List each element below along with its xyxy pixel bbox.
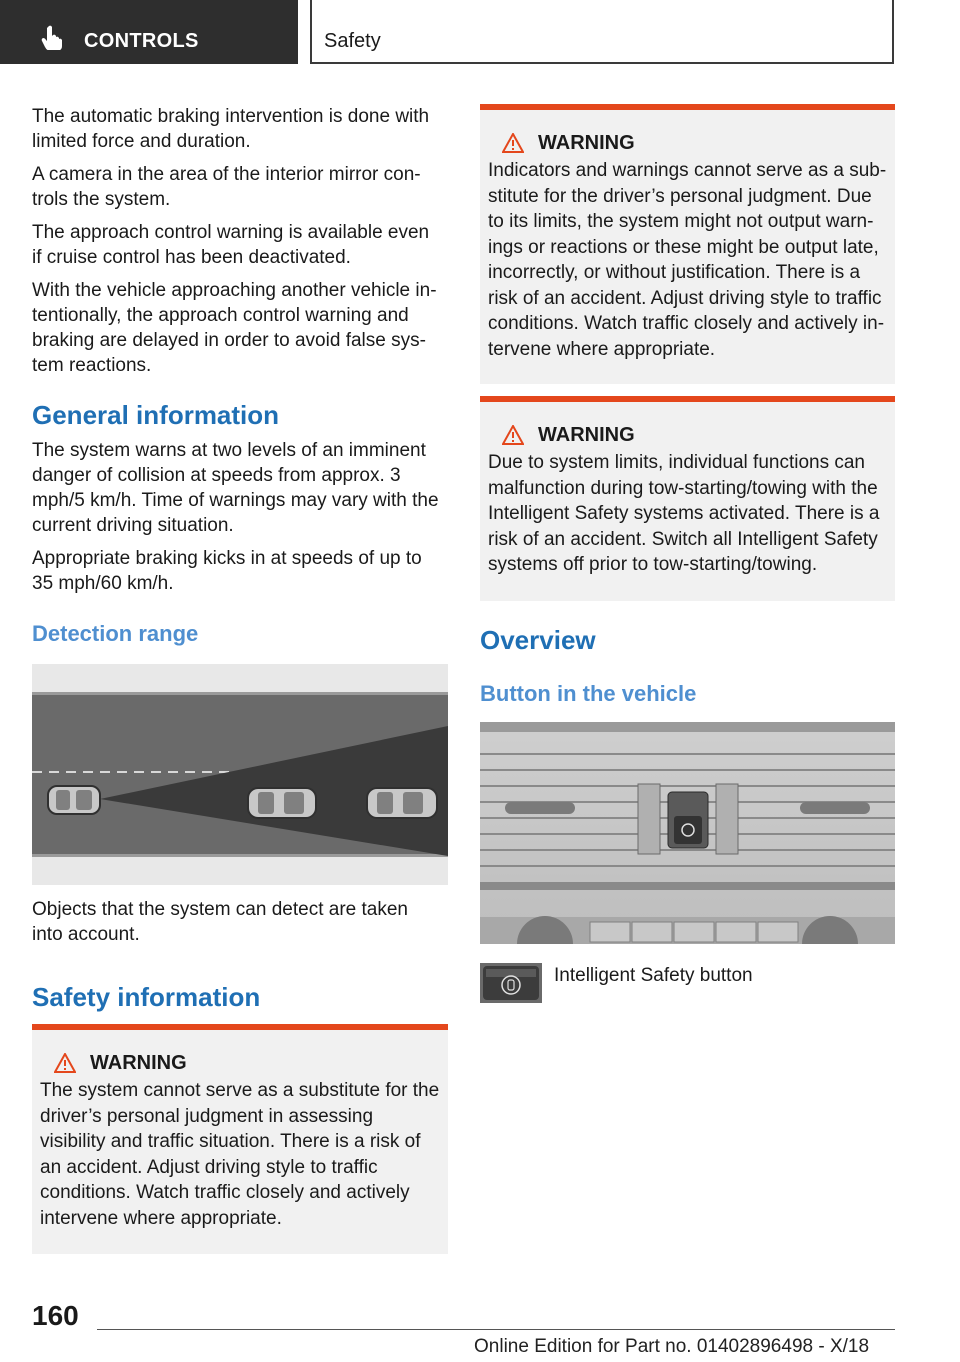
warning-text: Due to system limits, individual functions can malfunction during tow-starting/towing with the Intelligent Safety systems activated. There is a risk of an accident. Switch all Intelligent Safety systems off prior to tow-starting/towing. bbox=[488, 452, 880, 575]
own-vehicle-icon bbox=[48, 786, 100, 814]
detection-range-caption-block bbox=[32, 897, 442, 947]
intro-text-block bbox=[32, 104, 442, 378]
warning-label: WARNING bbox=[90, 1051, 187, 1074]
hand-pointer-icon bbox=[40, 24, 66, 50]
intelligent-safety-button-icon bbox=[480, 963, 542, 1003]
footer-divider bbox=[97, 1329, 895, 1330]
paragraph: The approach control warning is available even if cruise control has been deactivated. bbox=[32, 222, 430, 268]
section-heading: General information bbox=[32, 400, 280, 430]
vehicle-ahead-icon bbox=[248, 788, 316, 818]
subsection-heading: Button in the vehicle bbox=[480, 681, 697, 706]
warning-box bbox=[32, 1024, 448, 1254]
figure-caption: Objects that the system can detect are taken into account. bbox=[32, 899, 408, 945]
warning-label: WARNING bbox=[538, 423, 635, 446]
edition-note: Online Edition for Part no. 01402896498 - X/18 bbox=[474, 1336, 870, 1357]
warning-triangle-icon bbox=[54, 1053, 76, 1073]
paragraph: The automatic braking intervention is done with limited force and duration. bbox=[32, 106, 430, 152]
paragraph: Appropriate braking kicks in at speeds of up to 35 mph/60 km/h. bbox=[32, 548, 422, 594]
general-information-text bbox=[32, 438, 442, 596]
paragraph: The system warns at two levels of an imminent danger of collision at speeds from approx. 3 mph/5 km/h. Time of warnings may vary with the current driving situation. bbox=[32, 440, 439, 536]
section-heading: Overview bbox=[480, 625, 596, 655]
warning-text: The system cannot serve as a substitute for the driver’s personal judgment in assessing visibility and traffic situation. There is a risk of an accident. Adjust driving style to traffic conditions. Watch traffic closely and actively intervene where appropriate. bbox=[40, 1080, 440, 1229]
paragraph: With the vehicle approaching another vehicle intentionally, the approach control warning and braking are delayed in order to avoid false system reactions. bbox=[32, 280, 437, 376]
paragraph: A camera in the area of the interior mirror controls the system. bbox=[32, 164, 421, 210]
subsection-heading: Detection range bbox=[32, 621, 199, 646]
button-caption: Intelligent Safety button bbox=[554, 965, 753, 986]
dashboard-button-photo bbox=[480, 722, 895, 944]
warning-box bbox=[480, 104, 895, 384]
header-chapter-box bbox=[310, 0, 894, 64]
section-heading: Safety information bbox=[32, 982, 261, 1012]
header-section-title: CONTROLS bbox=[84, 30, 199, 52]
warning-triangle-icon bbox=[502, 133, 524, 153]
warning-label: WARNING bbox=[538, 131, 635, 154]
detection-range-illustration bbox=[32, 664, 448, 885]
warning-box bbox=[480, 396, 895, 601]
header-chapter-title: Safety bbox=[324, 30, 381, 52]
warning-text: Indicators and warnings cannot serve as a substitute for the driver’s personal judgment. Due to its limits, the system might not output warnings or reactions or these might be output late, incorrectly, or without justification. There is a risk of an accident. Adjust driving style to traffic conditions. Watch traffic closely and actively intervene where appropriate. bbox=[488, 160, 887, 360]
page-number: 160 bbox=[32, 1300, 79, 1331]
warning-triangle-icon bbox=[502, 425, 524, 445]
vehicle-far-icon bbox=[367, 788, 437, 818]
